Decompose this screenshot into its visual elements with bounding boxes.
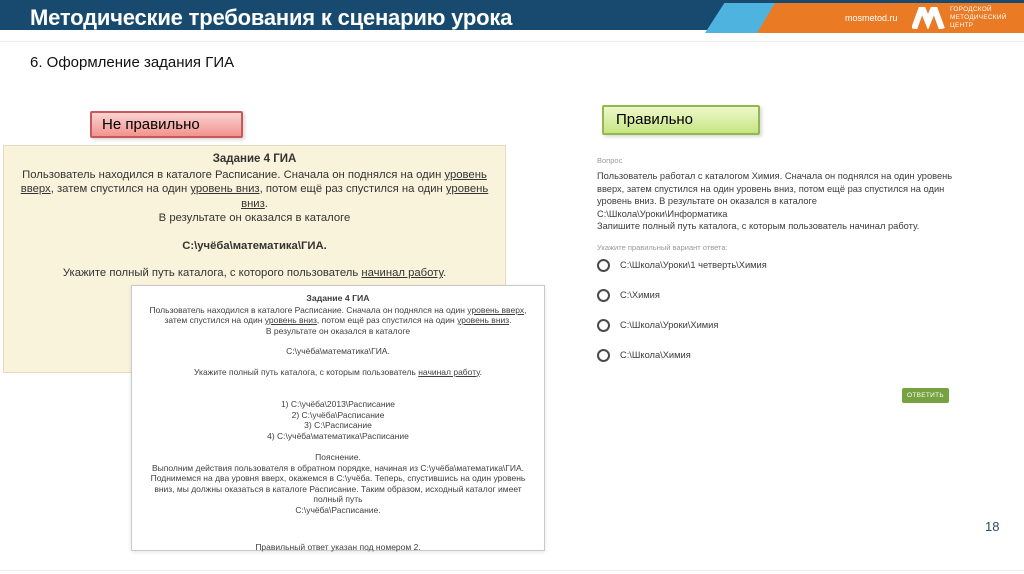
option-label[interactable]: C:\Школа\Уроки\Химия bbox=[620, 320, 719, 330]
explanation-text: Выполним действия пользователя в обратном порядке, начиная из C:\учёба\математика\ГИА. Поднимемся на два уровня вверх, окажемся в C:\учёба. Теперь, спустившись на один уровень вниз, мы должны оказаться в каталоге Расписание. Таким образом, исходный каталог имеет полный путь C:\учёба\Расписание. bbox=[150, 462, 526, 515]
radio-button-icon[interactable] bbox=[597, 289, 610, 302]
task-question: Укажите полный путь каталога, с которым пользователь начинал работу. bbox=[194, 366, 482, 377]
answer-variant: 3) C:\Расписание bbox=[304, 420, 372, 430]
radio-button-icon[interactable] bbox=[597, 319, 610, 332]
question-ask: Запишите полный путь каталога, с которым пользователь начинал работу. bbox=[597, 221, 920, 232]
radio-button-icon[interactable] bbox=[597, 259, 610, 272]
gmc-logo-icon bbox=[912, 7, 946, 29]
question-path: C:\Школа\Уроки\Информатика bbox=[597, 208, 728, 219]
task-text: Пользователь находился в каталоге Расписание. Сначала он поднялся на один уровень вверх, затем спустился на один уровень вниз, потом ещё раз спустился на один уровень вниз. В результате он оказался в каталоге bbox=[149, 304, 527, 336]
submit-answer-button[interactable]: ОТВЕТИТЬ bbox=[902, 388, 949, 403]
wrong-label: Не правильно bbox=[90, 111, 243, 138]
question-body: Пользователь работал с каталогом Химия. Сначала он поднялся на один уровень вверх, затем спустился на один уровень вниз, потом ещё раз спустился на один уровень вниз. В результате он оказался в каталоге bbox=[597, 171, 953, 207]
answer-prompt: Укажите правильный вариант ответа: bbox=[597, 243, 728, 252]
wrong-example-card-front bbox=[131, 285, 545, 551]
question-caption: Вопрос bbox=[597, 156, 623, 165]
option-row[interactable] bbox=[597, 347, 977, 363]
question-text bbox=[597, 170, 965, 233]
task-title: Задание 4 ГИА bbox=[306, 293, 370, 303]
logo-line: ЦЕНТР bbox=[950, 22, 974, 29]
catalog-path: C:\учёба\математика\ГИА. bbox=[286, 346, 390, 356]
section-heading: 6. Оформление задания ГИА bbox=[30, 54, 235, 71]
answer-variants bbox=[144, 399, 532, 441]
option-label[interactable]: C:\Школа\Химия bbox=[620, 350, 691, 360]
option-label[interactable]: C:\Школа\Уроки\1 четверть\Химия bbox=[620, 260, 767, 270]
catalog-path: C:\учёба\математика\ГИА. bbox=[182, 239, 327, 252]
bottom-divider bbox=[0, 570, 1024, 571]
right-label: Правильно bbox=[602, 105, 760, 135]
option-row[interactable] bbox=[597, 317, 977, 333]
option-row[interactable] bbox=[597, 287, 977, 303]
task-title: Задание 4 ГИА bbox=[212, 153, 297, 165]
option-row[interactable] bbox=[597, 257, 977, 273]
logo-line: ГОРОДСКОЙ bbox=[950, 6, 992, 13]
site-url: mosmetod.ru bbox=[845, 13, 898, 23]
explanation-title: Пояснение. bbox=[315, 452, 361, 462]
header-divider bbox=[0, 41, 1024, 42]
answer-options bbox=[597, 257, 977, 377]
answer-variant: 2) C:\учёба\Расписание bbox=[291, 409, 385, 420]
logo-line: МЕТОДИЧЕСКИЙ bbox=[950, 14, 1007, 21]
task-text: Пользователь находился в каталоге Расписание. Сначала он поднялся на один уровень вверх, затем спустился на один уровень вниз, потом ещё раз спустился на один уровень вниз. В результате он оказался в каталоге bbox=[20, 168, 489, 224]
task-question: Укажите полный путь каталога, с которого пользователь начинал работу. bbox=[62, 267, 447, 279]
page-number: 18 bbox=[985, 519, 1000, 534]
answer-variant: 1) C:\учёба\2013\Расписание bbox=[280, 399, 396, 409]
gmc-logo-caption bbox=[950, 6, 1007, 30]
answer-variant: 4) C:\учёба\математика\Расписание bbox=[267, 430, 409, 441]
slide-title: Методические требования к сценарию урока bbox=[30, 5, 513, 30]
correct-answer-note: Правильный ответ указан под номером 2. bbox=[255, 542, 421, 552]
radio-button-icon[interactable] bbox=[597, 349, 610, 362]
option-label[interactable]: C:\Химия bbox=[620, 290, 660, 300]
